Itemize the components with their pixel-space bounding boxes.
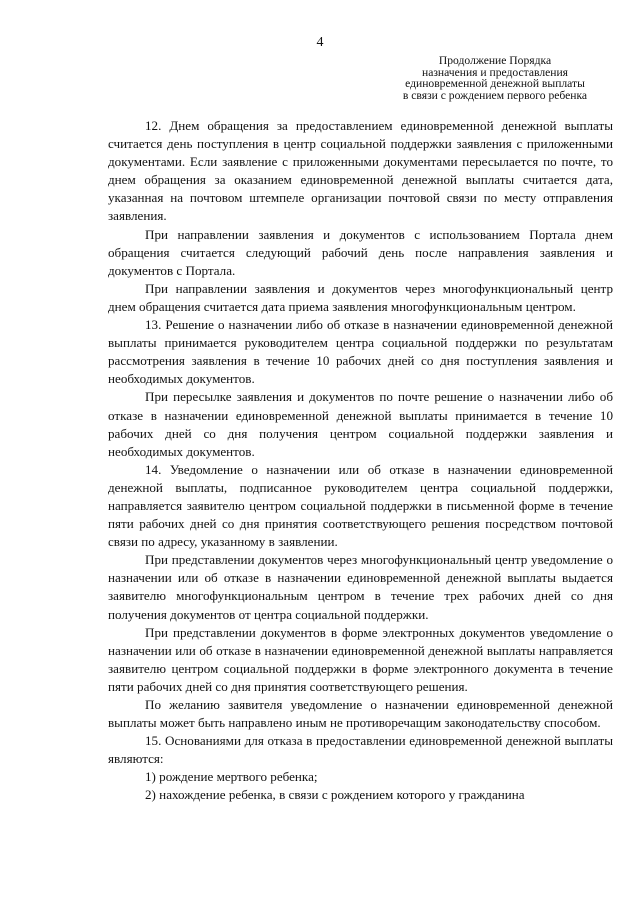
list-item: 2) нахождение ребенка, в связи с рождением которого у гражданина	[145, 787, 525, 803]
paragraph-mfc-notice: При представлении документов через многофункциональный центр уведомление о назначении или об отказе в назначении единовременной денежной выплаты выдается заявителю многофункциональным центром в течение трех рабочих дней со дня получения документов от центра социальной поддержки.	[108, 552, 613, 622]
page-number: 4	[316, 35, 324, 50]
header-line: Продолжение Порядка	[438, 54, 552, 67]
paragraph-13: 13. Решение о назначении либо об отказе в назначении единовременной денежной выплаты принимается руководителем центра социальной поддержки по результатам рассмотрения заявления в течение 10 рабочих дней со дня поступления заявления и необходимых документов.	[108, 317, 613, 387]
paragraph-other-method: По желанию заявителя уведомление о назначении единовременной денежной выплаты может быть направлено иным не противоречащим законодательству способом.	[108, 697, 613, 731]
paragraph-14: 14. Уведомление о назначении или об отказе в назначении единовременной денежной выплаты, подписанное руководителем центра социальной поддержки, направляется заявителю центром социальной поддержки в письменной форме в течение пяти рабочих дней со дня принятия соответствующего решения посредством почтовой связи по адресу, указанному в заявлении.	[108, 461, 613, 550]
header-line: назначения и предоставления	[421, 65, 568, 79]
paragraph-12: 12. Днем обращения за предоставлением единовременной денежной выплаты считается день поступления в центр социальной поддержки заявления с приложенными документами. Если заявление с приложенными документами пересылается по почте, то днем обращения за оказанием единовременной денежной выплаты считается дата, указанная на почтовом штемпеле организации почтовой связи по месту отправления заявления.	[108, 118, 613, 224]
document-body	[108, 117, 613, 805]
list-item: 1) рождение мертвого ребенка;	[145, 769, 318, 785]
paragraph-portal: При направлении заявления и документов с использованием Портала днем обращения считается следующий рабочий день после направления заявления и документов с Портала.	[108, 226, 613, 278]
paragraph-electronic-notice: При представлении документов в форме электронных документов уведомление о назначении или об отказе в назначении единовременной денежной выплаты направляется заявителю центром социальной поддержки в форме электронного документа в течение пяти рабочих дней со дня принятия соответствующего решения.	[108, 624, 613, 694]
paragraph-mfc: При направлении заявления и документов через многофункциональный центр днем обращения считается дата приема заявления многофункциональным центром.	[108, 280, 613, 314]
header-line: в связи с рождением первого ребенка	[402, 88, 588, 102]
paragraph-15: 15. Основаниями для отказа в предоставлении единовременной денежной выплаты являются:	[108, 733, 613, 767]
continuation-header	[380, 55, 610, 101]
header-line: единовременной денежной выплаты	[405, 77, 585, 90]
paragraph-mail-decision: При пересылке заявления и документов по почте решение о назначении либо об отказе в назначении единовременной денежной выплаты принимается в течение 10 рабочих дней со дня получения центром социальной поддержки заявления и необходимых документов.	[108, 389, 613, 459]
